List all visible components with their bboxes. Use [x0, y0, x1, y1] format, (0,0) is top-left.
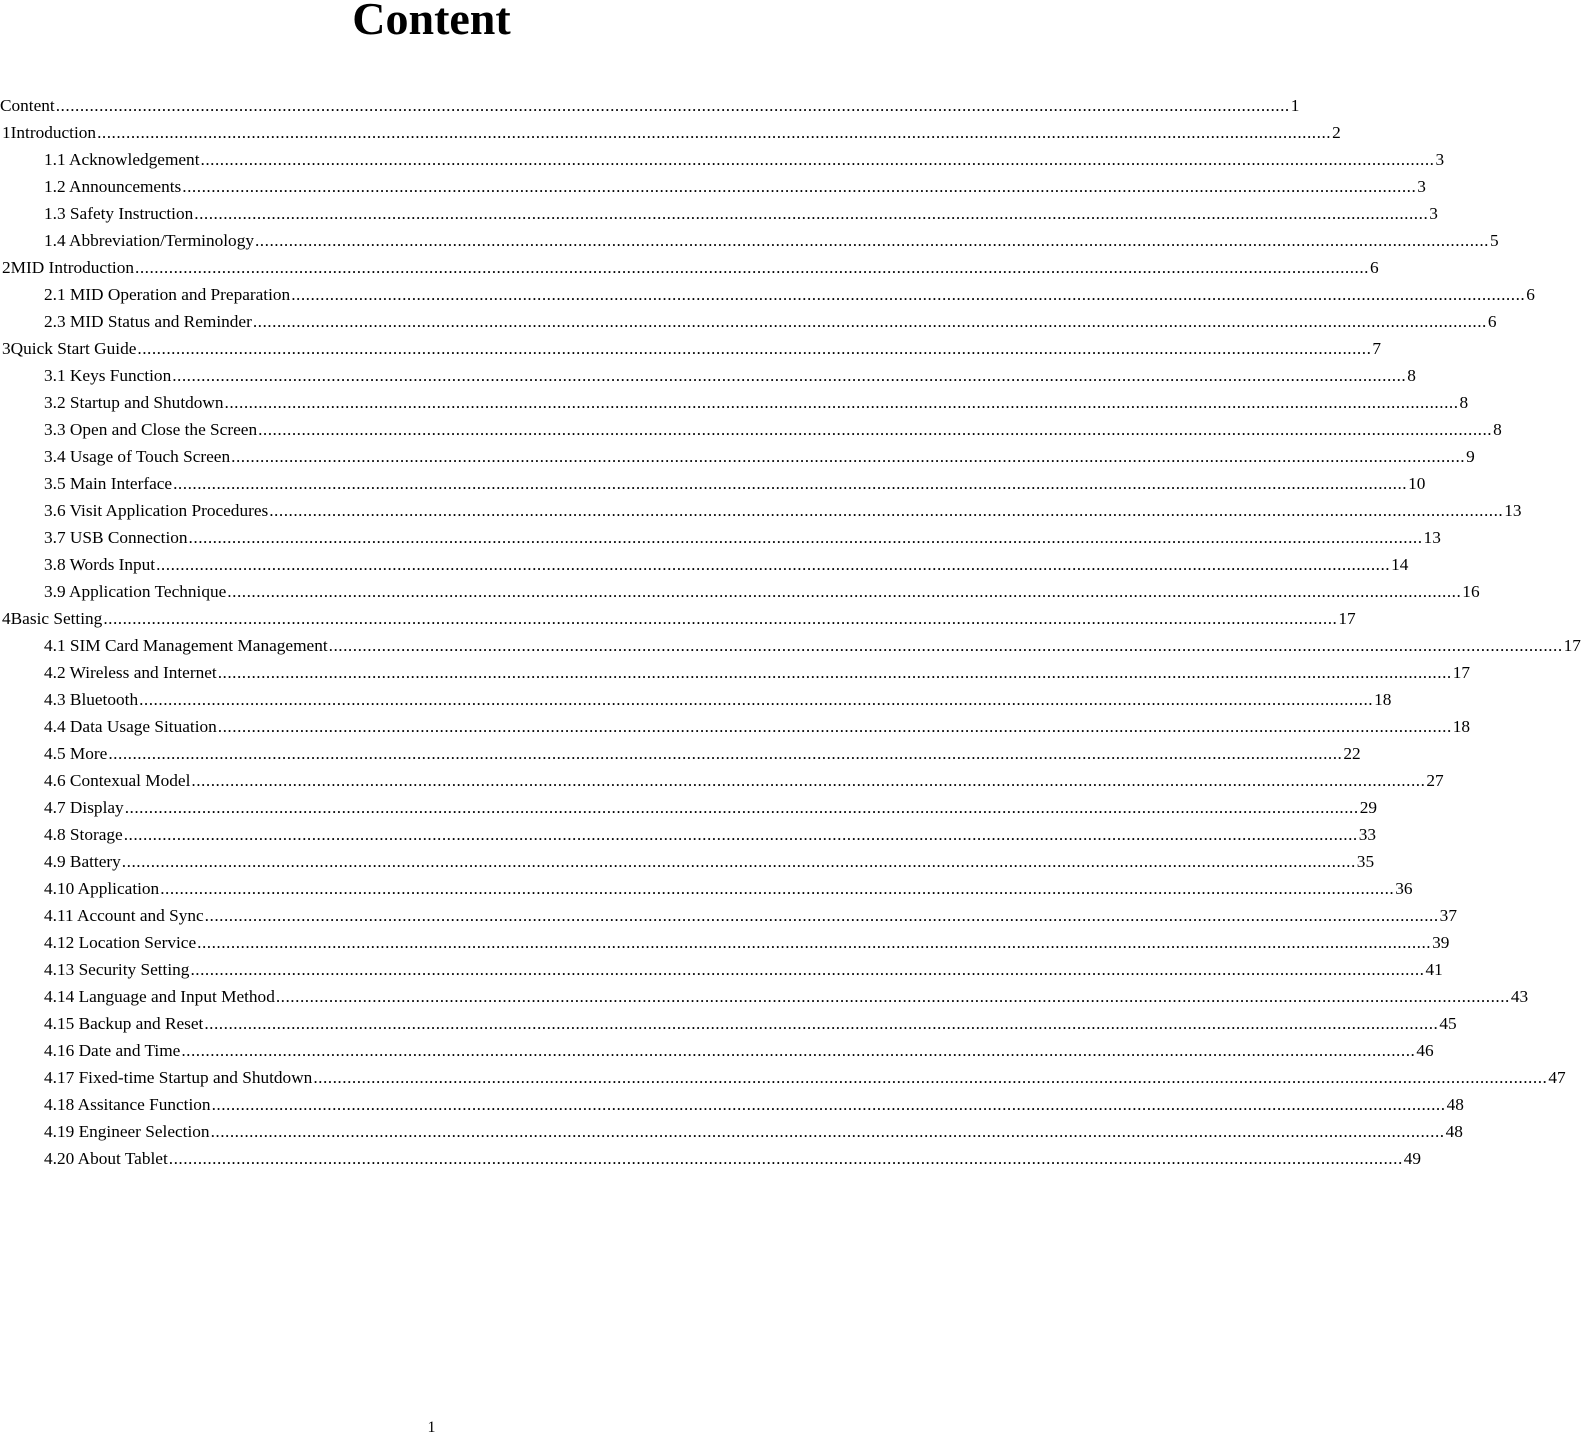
toc-entry[interactable] — [0, 740, 1361, 767]
dot-leader — [218, 713, 1452, 740]
toc-entry-page: 43 — [1510, 987, 1529, 1006]
toc-entry[interactable] — [0, 1010, 1457, 1037]
toc-entry[interactable] — [0, 443, 1475, 470]
dot-leader — [204, 1010, 1438, 1037]
toc-entry-label: 4.2 Wireless and Internet — [44, 663, 217, 682]
toc-entry-label: 2.3 MID Status and Reminder — [44, 312, 252, 331]
toc-entry-page: 13 — [1423, 528, 1441, 547]
dot-leader — [291, 281, 1525, 308]
toc-entry-label: 4.15 Backup and Reset — [44, 1014, 204, 1033]
dot-leader — [313, 1064, 1547, 1091]
toc-entry-label: Introduction — [10, 123, 97, 142]
toc-entry-number: 2 — [2, 258, 11, 277]
toc-entry-label: 3.2 Startup and Shutdown — [44, 393, 224, 412]
dot-leader — [56, 92, 1290, 119]
dot-leader — [205, 902, 1439, 929]
toc-entry-label: Content — [0, 96, 55, 115]
toc-entry-label: 1.2 Announcements — [44, 177, 182, 196]
dot-leader — [201, 146, 1435, 173]
toc-entry-page: 3 — [1417, 177, 1426, 196]
toc-entry-label: 4.12 Location Service — [44, 933, 197, 952]
toc-entry[interactable] — [0, 1064, 1566, 1091]
toc-entry-label: 4.4 Data Usage Situation — [44, 717, 217, 736]
toc-entry[interactable] — [0, 1145, 1422, 1172]
toc-entry-label: 3.1 Keys Function — [44, 366, 172, 385]
toc-entry-page: 3 — [1429, 204, 1438, 223]
toc-entry-page: 10 — [1408, 474, 1426, 493]
toc-entry-page: 1 — [1290, 96, 1300, 115]
toc-entry[interactable] — [0, 767, 1444, 794]
dot-leader — [255, 227, 1489, 254]
dot-leader — [194, 200, 1428, 227]
dot-leader — [190, 956, 1424, 983]
toc-entry[interactable] — [0, 389, 1469, 416]
toc-entry-label: 4.9 Battery — [44, 852, 121, 871]
toc-entry-number: 4 — [2, 609, 11, 628]
toc-entry[interactable] — [0, 200, 1438, 227]
dot-leader — [231, 443, 1465, 470]
toc-entry-label: 4.16 Date and Time — [44, 1041, 181, 1060]
toc-entry-page: 14 — [1391, 555, 1409, 574]
toc-entry-page: 33 — [1358, 825, 1376, 844]
toc-entry-label: 4.14 Language and Input Method — [44, 987, 275, 1006]
page-number: 1 — [427, 1419, 436, 1436]
toc-entry-number: 1 — [2, 123, 11, 142]
toc-entry-label: 3.3 Open and Close the Screen — [44, 420, 258, 439]
toc-entry[interactable] — [0, 659, 1470, 686]
toc-entry-page: 8 — [1493, 420, 1502, 439]
toc-entry-page: 8 — [1459, 393, 1469, 412]
toc-entry-label: 4.17 Fixed-time Startup and Shutdown — [44, 1068, 313, 1087]
toc-entry[interactable] — [0, 497, 1522, 524]
toc-entry[interactable] — [0, 578, 1480, 605]
table-of-contents — [0, 92, 1581, 1172]
dot-leader — [225, 389, 1459, 416]
dot-leader — [189, 524, 1423, 551]
dot-leader — [329, 632, 1563, 659]
toc-entry-page: 6 — [1487, 312, 1497, 331]
dot-leader — [124, 821, 1358, 848]
toc-entry-label: 3.5 Main Interface — [44, 474, 173, 493]
toc-entry-label: 4.11 Account and Sync — [44, 906, 204, 925]
toc-entry-page: 2 — [1332, 123, 1341, 142]
toc-entry[interactable] — [0, 1118, 1463, 1145]
toc-entry-label: 4.8 Storage — [44, 825, 123, 844]
dot-leader — [160, 875, 1394, 902]
toc-entry-page: 6 — [1526, 285, 1535, 304]
dot-leader — [156, 551, 1390, 578]
toc-entry-page: 17 — [1452, 663, 1470, 682]
toc-entry-page: 13 — [1504, 501, 1522, 520]
page-title: Content — [352, 0, 511, 44]
dot-leader — [182, 173, 1416, 200]
toc-entry-label: 3.9 Application Technique — [44, 582, 227, 601]
toc-entry-label: Basic Setting — [10, 609, 103, 628]
dot-leader — [276, 983, 1510, 1010]
toc-entry-page: 39 — [1432, 933, 1450, 952]
toc-entry[interactable] — [0, 848, 1375, 875]
dot-leader — [139, 686, 1373, 713]
toc-entry[interactable] — [0, 362, 1416, 389]
toc-entry-page: 5 — [1489, 231, 1499, 250]
toc-entry-page: 41 — [1425, 960, 1443, 979]
toc-entry-page: 7 — [1372, 339, 1382, 358]
toc-entry-page: 16 — [1462, 582, 1480, 601]
toc-entry-label: 1.3 Safety Instruction — [44, 204, 194, 223]
toc-entry-label: 4.5 More — [44, 744, 108, 763]
toc-entry-label: 4.10 Application — [44, 879, 160, 898]
toc-entry-page: 6 — [1370, 258, 1379, 277]
toc-entry-label: 4.19 Engineer Selection — [44, 1122, 210, 1141]
toc-entry[interactable] — [0, 1037, 1434, 1064]
dot-leader — [135, 254, 1369, 281]
toc-entry-label: 2.1 MID Operation and Preparation — [44, 285, 291, 304]
toc-entry[interactable] — [0, 254, 1379, 281]
toc-entry-page: 27 — [1426, 771, 1444, 790]
toc-entry-label: 4.18 Assitance Function — [44, 1095, 211, 1114]
toc-entry[interactable] — [0, 929, 1450, 956]
toc-entry[interactable] — [0, 173, 1426, 200]
dot-leader — [137, 335, 1371, 362]
toc-entry-page: 36 — [1395, 879, 1413, 898]
toc-entry[interactable] — [0, 821, 1376, 848]
dot-leader — [172, 362, 1406, 389]
toc-entry[interactable] — [0, 551, 1409, 578]
toc-entry[interactable] — [0, 983, 1529, 1010]
toc-entry[interactable] — [0, 1091, 1464, 1118]
toc-entry-label: 4.3 Bluetooth — [44, 690, 139, 709]
toc-entry-label: 1.1 Acknowledgement — [44, 150, 200, 169]
toc-entry-label: 4.1 SIM Card Management Management — [44, 636, 328, 655]
toc-entry[interactable] — [0, 335, 1382, 362]
toc-entry-page: 8 — [1407, 366, 1416, 385]
dot-leader — [212, 1091, 1446, 1118]
toc-entry-label: 3.4 Usage of Touch Screen — [44, 447, 231, 466]
toc-entry-page: 17 — [1563, 636, 1581, 655]
toc-entry-page: 18 — [1452, 717, 1471, 736]
toc-entry[interactable] — [0, 308, 1497, 335]
dot-leader — [108, 740, 1342, 767]
dot-leader — [211, 1118, 1445, 1145]
toc-entry[interactable] — [0, 92, 1300, 119]
dot-leader — [218, 659, 1452, 686]
toc-entry-label: Quick Start Guide — [10, 339, 137, 358]
toc-entry-page: 29 — [1359, 798, 1377, 817]
toc-entry[interactable] — [0, 632, 1581, 659]
dot-leader — [191, 767, 1425, 794]
toc-entry-label: 1.4 Abbreviation/Terminology — [44, 231, 254, 250]
dot-leader — [181, 1037, 1415, 1064]
toc-entry-label: 4.7 Display — [44, 798, 124, 817]
toc-entry-page: 3 — [1435, 150, 1445, 169]
toc-entry-page: 18 — [1374, 690, 1392, 709]
toc-entry-page: 48 — [1446, 1095, 1464, 1114]
toc-entry-label: 3.6 Visit Application Procedures — [44, 501, 269, 520]
dot-leader — [253, 308, 1487, 335]
toc-entry[interactable] — [0, 470, 1426, 497]
toc-entry-label: 3.8 Words Input — [44, 555, 156, 574]
toc-entry[interactable] — [0, 281, 1535, 308]
toc-entry-page: 47 — [1548, 1068, 1566, 1087]
toc-entry-number: 3 — [2, 339, 11, 358]
toc-entry-page: 46 — [1416, 1041, 1434, 1060]
toc-entry-page: 35 — [1356, 852, 1375, 871]
dot-leader — [122, 848, 1356, 875]
dot-leader — [103, 605, 1337, 632]
dot-leader — [227, 578, 1461, 605]
toc-entry-page: 49 — [1403, 1149, 1422, 1168]
toc-entry[interactable] — [0, 956, 1443, 983]
toc-entry[interactable] — [0, 119, 1341, 146]
toc-entry[interactable] — [0, 416, 1502, 443]
toc-entry[interactable] — [0, 875, 1413, 902]
toc-entry-label: 4.6 Contexual Model — [44, 771, 191, 790]
toc-entry-label: 4.13 Security Setting — [44, 960, 190, 979]
toc-entry[interactable] — [0, 686, 1392, 713]
toc-entry[interactable] — [0, 227, 1499, 254]
dot-leader — [269, 497, 1503, 524]
toc-entry-label: 3.7 USB Connection — [44, 528, 188, 547]
toc-entry[interactable] — [0, 794, 1377, 821]
toc-entry[interactable] — [0, 524, 1441, 551]
toc-entry-page: 22 — [1343, 744, 1361, 763]
dot-leader — [197, 929, 1431, 956]
dot-leader — [169, 1145, 1403, 1172]
dot-leader — [173, 470, 1407, 497]
toc-entry-page: 9 — [1466, 447, 1475, 466]
toc-entry-label: MID Introduction — [10, 258, 134, 277]
toc-entry[interactable] — [0, 713, 1471, 740]
toc-entry-page: 17 — [1338, 609, 1356, 628]
dot-leader — [125, 794, 1359, 821]
dot-leader — [97, 119, 1331, 146]
toc-entry-page: 45 — [1439, 1014, 1457, 1033]
toc-entry[interactable] — [0, 902, 1457, 929]
toc-entry-page: 37 — [1439, 906, 1457, 925]
dot-leader — [258, 416, 1492, 443]
toc-entry-label: 4.20 About Tablet — [44, 1149, 168, 1168]
toc-entry[interactable] — [0, 605, 1356, 632]
toc-entry-page: 48 — [1445, 1122, 1463, 1141]
toc-entry[interactable] — [0, 146, 1445, 173]
